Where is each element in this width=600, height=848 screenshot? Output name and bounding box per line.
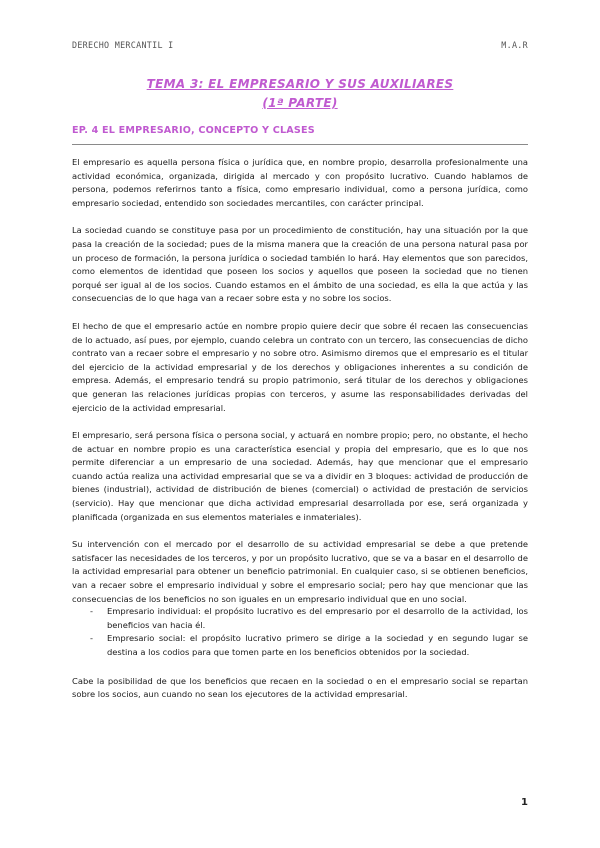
paragraph: El empresario, será persona física o persona social, y actuará en nombre propio; pero, no obstante, el hecho de actuar en nombre propio es una característica esencial y propia del empresario, que es lo que nos permite diferenciar a un empresario de una sociedad. Además, hay que mencionar que el empresario cuando actúa realiza una actividad empresarial que se va a dividir en 3 bloques: actividad de producción de bienes (industrial), actividad de distribución de bienes (comercial) o actividad de prestación de servicios (servicio). Hay que mencionar que dicha actividad empresarial desarrollada por ese, será organizada y planificada (organizada en sus elementos materiales e inmateriales). [72,430,528,522]
header-course-name: DERECHO MERCANTIL I [72,40,174,50]
document-subtitle: (1ª PARTE) [262,96,338,110]
page-number: 1 [521,797,528,808]
closing-paragraph: Cabe la posibilidad de que los beneficios que recaen en la sociedad o en el empresario social se repartan sobre los socios, aun cuando no sean los ejecutores de la actividad empresarial. [72,675,528,700]
section-divider [72,144,528,145]
list-item: - Empresario individual: el propósito lucrativo es del empresario por el desarrollo de la actividad, los beneficios van hacia él. [90,605,528,632]
bullet-list [72,605,528,659]
document-body [72,156,528,716]
document-title: TEMA 3: EL EMPRESARIO Y SUS AUXILIARES [146,77,454,91]
list-item: - Empresario social: el propósito lucrativo primero se dirige a la sociedad y en segundo lugar se destina a los codios para que tomen parte en los beneficios obtenidos por la sociedad. [90,632,528,659]
paragraph: La sociedad cuando se constituye pasa por un procedimiento de constitución, hay una situación por la que pasa la creación de la sociedad; pues de la misma manera que la creación de una persona natural pasa por un proceso de formación, la persona jurídica o sociedad también lo hará. Hay elementos que son parecidos, como elementos de identidad que poseen los socios y aquellos que poseen la sociedad que no tienen porqué ser igual al de los socios. Cuando estamos en el ámbito de una sociedad, es ella la que actúa y las consecuencias de lo que haga van a recaer sobre esta y no sobre los socios. [72,225,528,304]
paragraph: Su intervención con el mercado por el desarrollo de su actividad empresarial se debe a que pretende satisfacer las necesidades de los terceros, y por un propósito lucrativo, que se va a basar en el desarrollo de la actividad empresarial para obtener un beneficio patrimonial. En cualquier caso, si se obtienen beneficios, van a recaer sobre el empresario individual y sobre el empresario social; pero hay que mencionar que las consecuencias de los beneficios no son iguales en un empresario individual que en uno social. [72,539,528,604]
section-heading: EP. 4 EL EMPRESARIO, CONCEPTO Y CLASES [72,125,315,136]
paragraph: El empresario es aquella persona física o jurídica que, en nombre propio, desarrolla profesionalmente una actividad económica, organizada, dirigida al mercado y con propósito lucrativo. Cuando hablamos de persona, podemos referirnos tanto a física, como empresario individual, como a persona jurídica, como empresario sociedad, entendido son sociedades mercantiles, con carácter principal. [72,157,528,208]
header-author-initials: M.A.R [501,40,528,50]
paragraph: El hecho de que el empresario actúe en nombre propio quiere decir que sobre él recaen las consecuencias de lo actuado, así pues, por ejemplo, cuando celebra un contrato con un tercero, las consecuencias de dicho contrato van a recaer sobre el empresario y no sobre otro. Asimismo diremos que el empresario es el titular del ejercicio de la actividad empresarial y de los derechos y obligaciones inherentes a su condición de empresa. Además, el empresario tendrá su propio patrimonio, será titular de los derechos y obligaciones que generan las relaciones jurídicas propias con terceros, y asume las responsabilidades derivadas del ejercicio de la actividad empresarial. [72,320,528,413]
